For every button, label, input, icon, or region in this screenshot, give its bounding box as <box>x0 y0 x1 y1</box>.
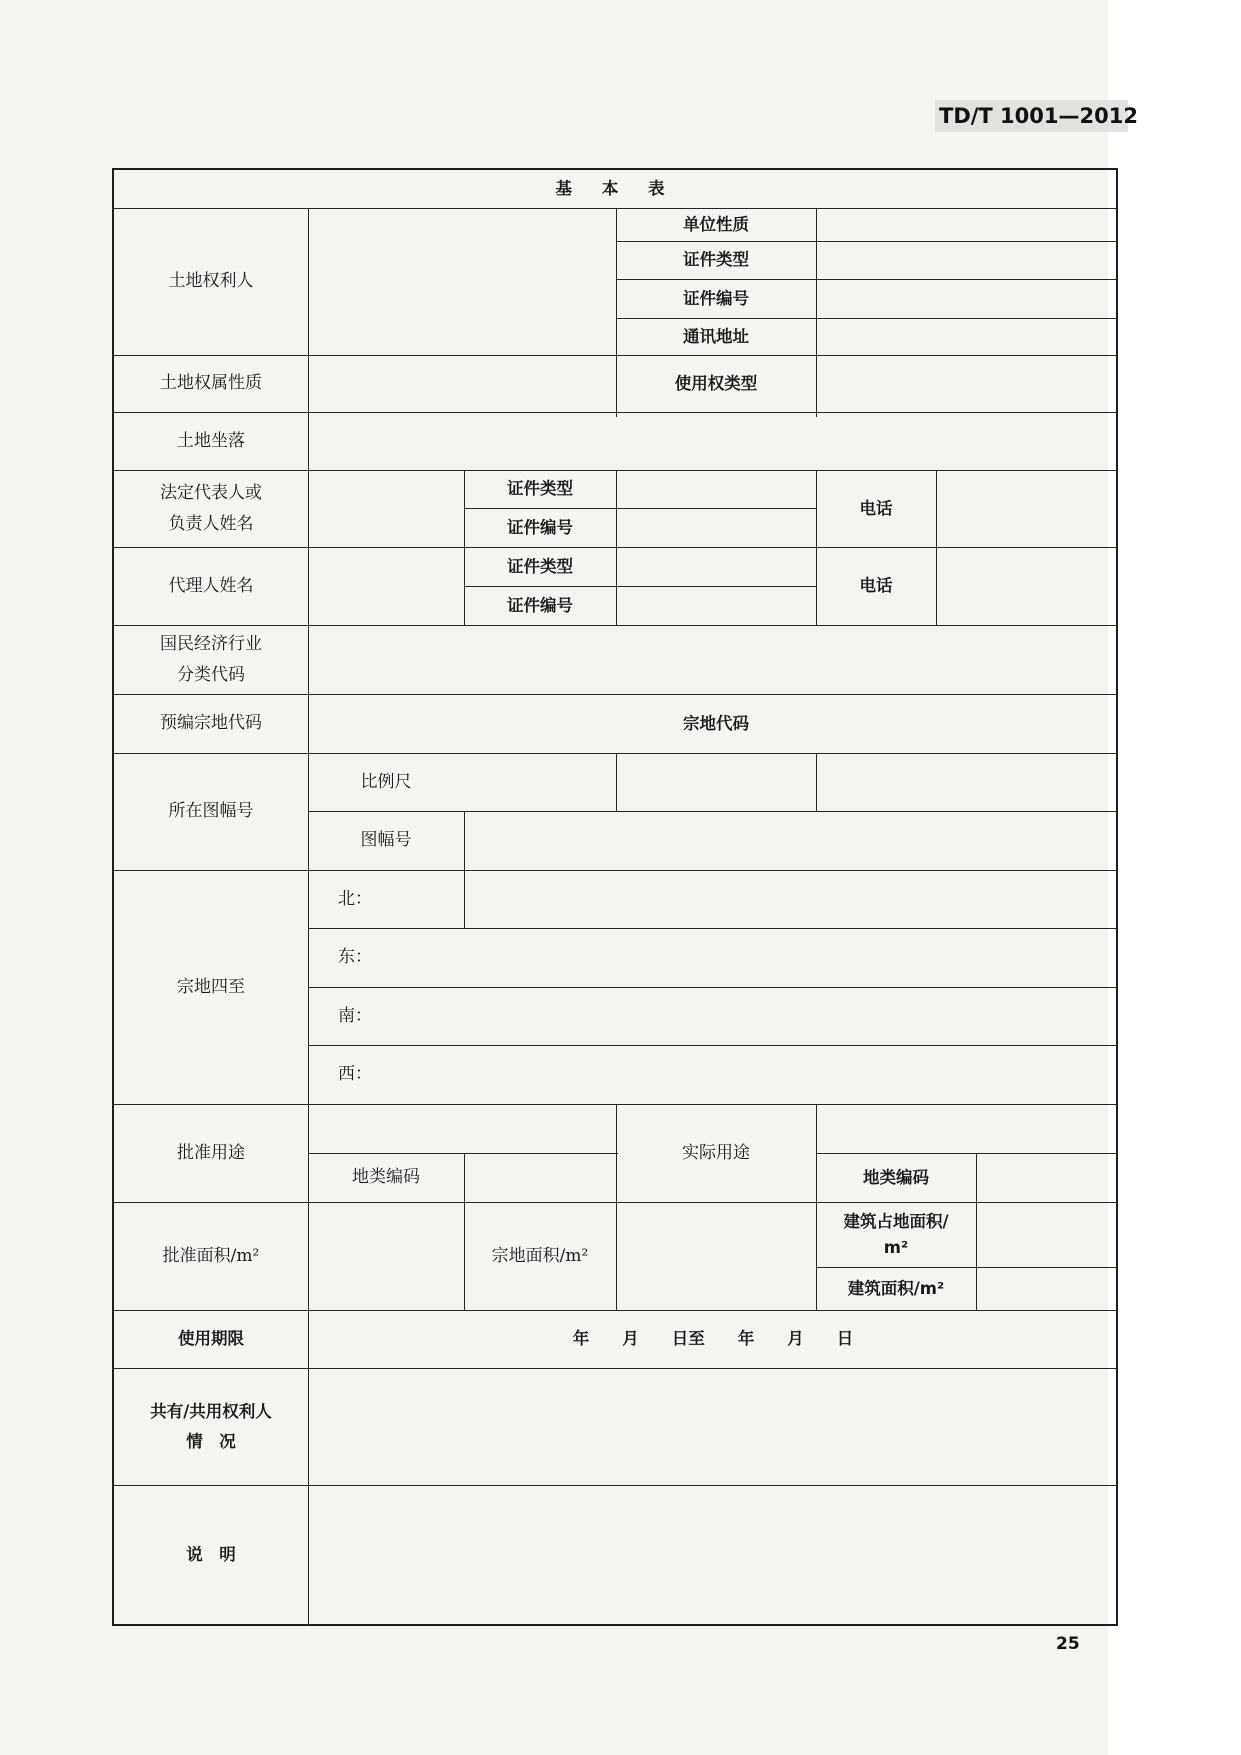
standard-code: TD/T 1001—2012 <box>935 100 1128 132</box>
label-legal-rep-cert-type: 证件类型 <box>507 479 573 499</box>
label-legal-representative <box>114 470 308 547</box>
land-location-field[interactable] <box>308 412 1118 470</box>
co-owners-line1: 共有/共用权利人 <box>150 1401 272 1421</box>
label-approved-land-class-code: 地类编码 <box>352 1167 420 1188</box>
label-agent-cert-type: 证件类型 <box>507 556 573 576</box>
agent-name-field[interactable] <box>308 547 464 625</box>
label-parcel-code: 宗地代码 <box>683 713 749 733</box>
parcel-code-field[interactable] <box>816 694 1118 753</box>
holder-cert-type-field[interactable] <box>816 241 1118 279</box>
industry-code-field[interactable] <box>308 625 1118 694</box>
label-building-area: 建筑面积/m² <box>847 1278 945 1298</box>
legal-rep-name-field[interactable] <box>308 470 464 547</box>
boundary-south-field[interactable]: 南： <box>338 1005 372 1026</box>
building-footprint-field[interactable] <box>976 1202 1118 1267</box>
legal-rep-line2: 负责人姓名 <box>168 513 254 534</box>
legal-rep-cert-type-field[interactable] <box>616 470 816 508</box>
legal-rep-phone-field[interactable] <box>936 470 1118 547</box>
agent-phone-field[interactable] <box>936 547 1118 625</box>
scale-field[interactable] <box>464 753 1118 811</box>
agent-cert-number-field[interactable] <box>616 586 816 625</box>
agent-cert-type-field[interactable] <box>616 547 816 586</box>
term-field[interactable]: 年 月 日至 年 月 日 <box>572 1329 854 1349</box>
label-approved-area: 批准面积/m² <box>162 1245 260 1266</box>
legal-rep-line1: 法定代表人或 <box>160 482 262 503</box>
legal-rep-cert-number-field[interactable] <box>616 508 816 547</box>
label-building-footprint <box>816 1202 976 1267</box>
boundary-north-field[interactable]: 北： <box>338 888 372 909</box>
mailing-address-field[interactable] <box>816 318 1118 355</box>
building-footprint-line2: m² <box>883 1237 909 1257</box>
label-land-ownership-nature: 土地权属性质 <box>160 373 262 394</box>
building-area-field[interactable] <box>976 1267 1118 1310</box>
co-owners-line2: 情 况 <box>186 1431 236 1451</box>
label-parcel-area: 宗地面积/m² <box>491 1245 589 1266</box>
sheet-number-field[interactable] <box>464 811 1118 870</box>
parcel-area-field[interactable] <box>616 1202 816 1310</box>
basic-form-table <box>112 168 1118 1626</box>
use-right-type-field[interactable] <box>816 355 1118 412</box>
approved-use-field[interactable] <box>308 1104 616 1153</box>
industry-code-line1: 国民经济行业 <box>160 633 262 654</box>
actual-use-field[interactable] <box>816 1104 1118 1153</box>
label-term: 使用期限 <box>178 1329 244 1349</box>
label-agent-phone: 电话 <box>859 576 893 596</box>
label-holder-cert-type: 证件类型 <box>683 250 749 270</box>
label-unit-nature: 单位性质 <box>683 214 749 234</box>
holder-cert-number-field[interactable] <box>816 279 1118 318</box>
approved-land-class-code-field[interactable] <box>464 1153 616 1202</box>
label-actual-land-class-code: 地类编码 <box>863 1167 929 1187</box>
pre-parcel-code-field[interactable] <box>308 694 616 753</box>
label-boundaries: 宗地四至 <box>177 976 245 997</box>
land-right-holder-field[interactable] <box>308 208 616 355</box>
label-notes: 说 明 <box>186 1544 236 1564</box>
label-scale: 比例尺 <box>360 771 412 792</box>
co-owners-field[interactable] <box>308 1368 1118 1485</box>
label-land-location: 土地坐落 <box>177 430 245 451</box>
boundary-east-field[interactable]: 东： <box>338 947 372 968</box>
label-mailing-address: 通讯地址 <box>683 326 749 346</box>
boundary-west-field[interactable]: 西： <box>338 1064 372 1085</box>
actual-land-class-code-field[interactable] <box>976 1153 1118 1202</box>
label-holder-cert-number: 证件编号 <box>683 288 749 308</box>
label-agent-cert-number: 证件编号 <box>507 595 573 615</box>
label-agent-name: 代理人姓名 <box>168 575 254 596</box>
label-approved-use: 批准用途 <box>177 1142 245 1163</box>
label-actual-use: 实际用途 <box>682 1142 750 1163</box>
land-ownership-nature-field[interactable] <box>308 355 616 412</box>
label-map-sheet: 所在图幅号 <box>168 801 254 822</box>
label-legal-rep-cert-number: 证件编号 <box>507 517 573 537</box>
scan-edge <box>1108 0 1241 1755</box>
building-footprint-line1: 建筑占地面积/ <box>843 1211 949 1231</box>
table-title: 基 本 表 <box>555 179 677 199</box>
industry-code-line2: 分类代码 <box>177 664 245 685</box>
unit-nature-field[interactable] <box>816 208 1118 241</box>
approved-area-field[interactable] <box>308 1202 464 1310</box>
page-number: 25 <box>1056 1634 1080 1654</box>
label-industry-code <box>114 625 308 694</box>
notes-field[interactable] <box>308 1485 1118 1624</box>
label-pre-parcel-code: 预编宗地代码 <box>160 713 262 734</box>
label-legal-rep-phone: 电话 <box>859 498 893 518</box>
label-sheet-number: 图幅号 <box>360 830 412 851</box>
label-co-owners <box>114 1368 308 1485</box>
label-use-right-type: 使用权类型 <box>674 373 758 393</box>
label-land-right-holder: 土地权利人 <box>168 271 254 292</box>
